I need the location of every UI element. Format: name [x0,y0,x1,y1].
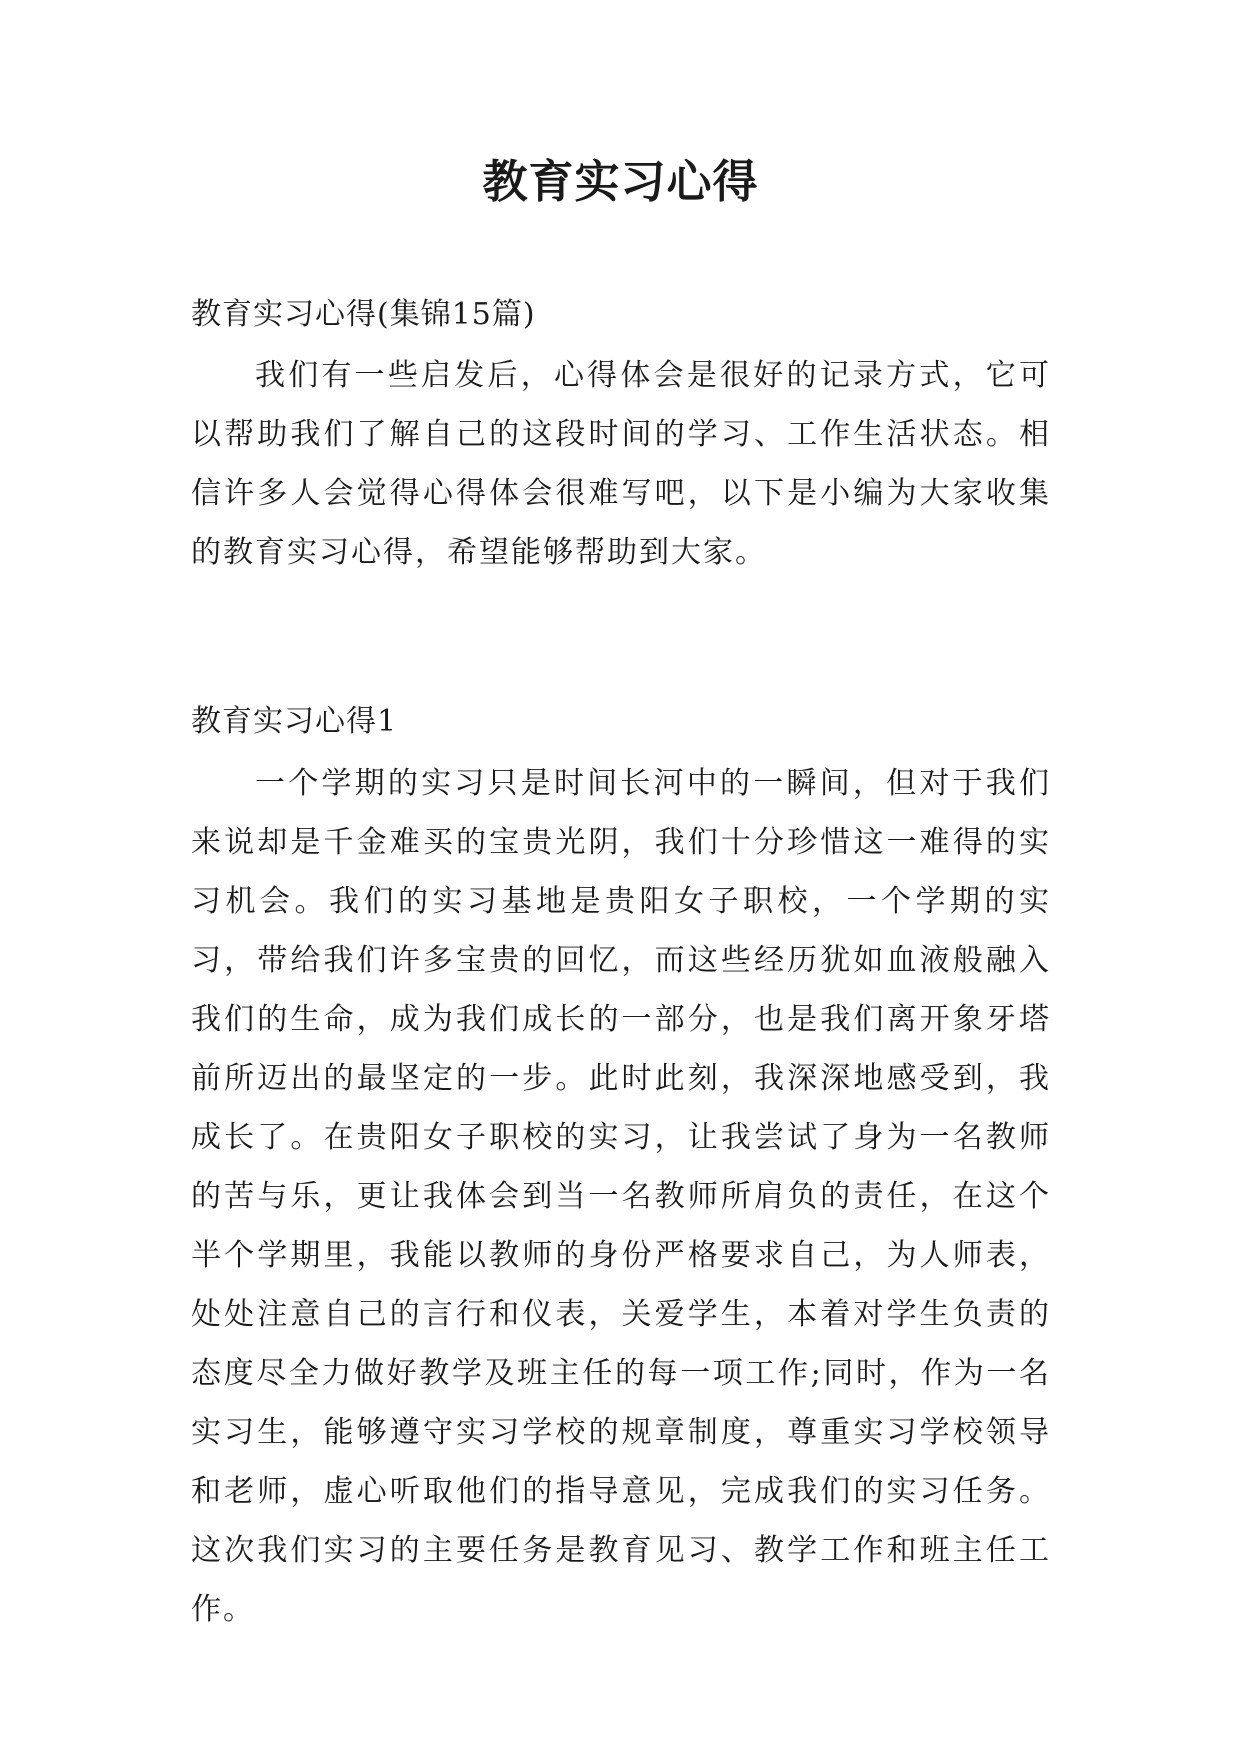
section-1-paragraph: 一个学期的实习只是时间长河中的一瞬间，但对于我们来说却是千金难买的宝贵光阴，我们十分珍惜这一难得的实习机会。我们的实习基地是贵阳女子职校，一个学期的实习，带给我们许多宝贵的回忆，而这些经历犹如血液般融入我们的生命，成为我们成长的一部分，也是我们离开象牙塔前所迈出的最坚定的一步。此时此刻，我深深地感受到，我成长了。在贵阳女子职校的实习，让我尝试了身为一名教师的苦与乐，更让我体会到当一名教师所肩负的责任，在这个半个学期里，我能以教师的身份严格要求自己，为人师表，处处注意自己的言行和仪表，关爱学生，本着对学生负责的态度尽全力做好教学及班主任的每一项工作;同时，作为一名实习生，能够遵守实习学校的规章制度，尊重实习学校领导和老师，虚心听取他们的指导意见，完成我们的实习任务。这次我们实习的主要任务是教育见习、教学工作和班主任工作。 [191,766,1051,1627]
document-title: 教育实习心得 [482,155,759,208]
intro-paragraph: 我们有一些启发后，心得体会是很好的记录方式，它可以帮助我们了解自己的这段时间的学习、工作生活状态。相信许多人会觉得心得体会很难写吧，以下是小编为大家收集的教育实习心得，希望能够帮助到大家。 [191,358,1051,570]
section-1-heading: 教育实习心得1 [191,704,398,739]
intro-heading: 教育实习心得(集锦15篇) [191,297,536,332]
